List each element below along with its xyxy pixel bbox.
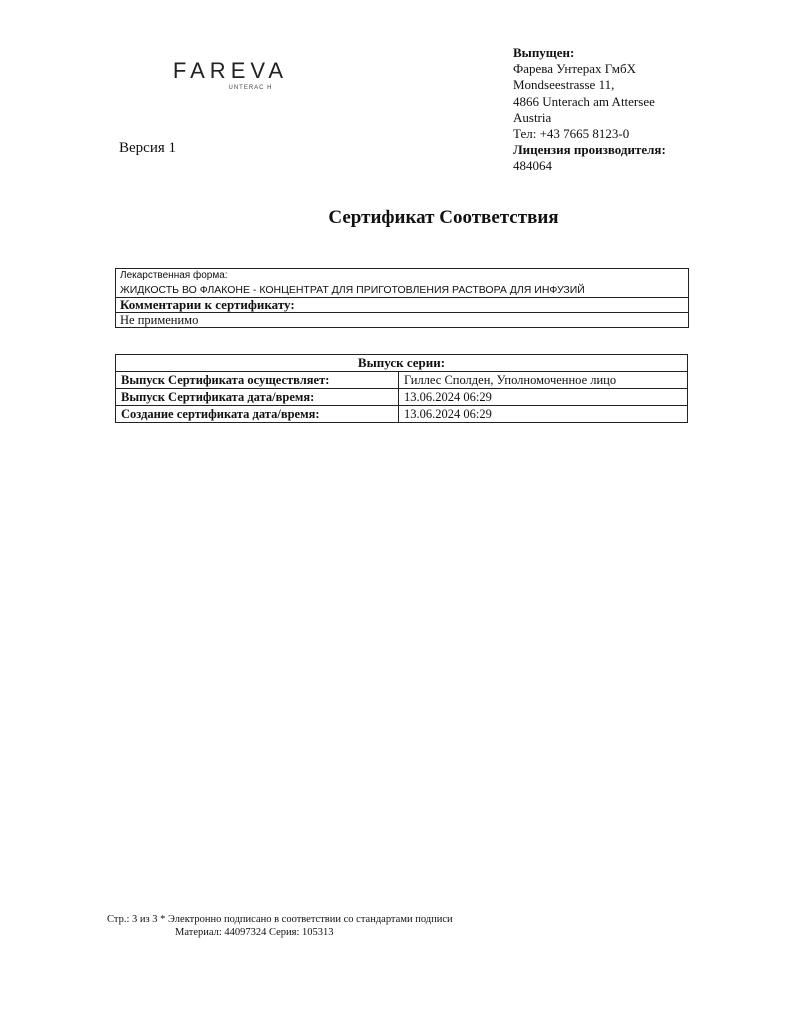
- dosage-form-value: ЖИДКОСТЬ ВО ФЛАКОНЕ - КОНЦЕНТРАТ ДЛЯ ПРИГОТОВЛЕНИЯ РАСТВОРА ДЛЯ ИНФУЗИЙ: [120, 284, 585, 296]
- issuer-phone: Тел: +43 7665 8123-0: [513, 126, 630, 142]
- document-version: Версия 1: [119, 140, 176, 156]
- issued-label: Выпущен:: [513, 45, 575, 60]
- table-row: [116, 372, 688, 389]
- table-header-row: [116, 355, 688, 372]
- license-label: Лицензия производителя:: [513, 142, 666, 158]
- release-datetime-label: Выпуск Сертификата дата/время:: [116, 389, 399, 406]
- table-row: [116, 389, 688, 406]
- creation-datetime-value: 13.06.2024 06:29: [399, 406, 688, 423]
- footer-material-info: Материал: 44097324 Серия: 105313: [175, 927, 334, 938]
- comments-value: Не применимо: [116, 312, 688, 327]
- batch-release-header: Выпуск серии:: [116, 355, 688, 372]
- document-title: Сертификат Соответствия: [328, 207, 559, 228]
- comments-label: Комментарии к сертификату:: [116, 297, 688, 312]
- logo-subtitle: UNTERAC H: [228, 85, 273, 91]
- batch-release-table: [115, 354, 688, 423]
- issuer-city: 4866 Unterach am Attersee: [513, 93, 655, 109]
- company-logo: [148, 58, 313, 91]
- release-datetime-value: 13.06.2024 06:29: [399, 389, 688, 406]
- issuer-company: Фарева Унтерах ГмбХ: [513, 61, 637, 77]
- released-by-label: Выпуск Сертификата осуществляет:: [116, 372, 399, 389]
- issuer-street: Mondseestrasse 11,: [513, 77, 615, 93]
- page-footer: [107, 913, 453, 939]
- dosage-form-label: Лекарственная форма:: [120, 270, 228, 281]
- issuer-country: Austria: [513, 109, 552, 125]
- creation-datetime-label: Создание сертификата дата/время:: [116, 406, 399, 423]
- license-number: 484064: [513, 158, 552, 174]
- issuer-block: [513, 45, 666, 175]
- dosage-form-box: [115, 268, 689, 328]
- released-by-value: Гиллес Сполден, Уполномоченное лицо: [399, 372, 688, 389]
- table-row: [116, 406, 688, 423]
- footer-page-info: Стр.: 3 из 3 * Электронно подписано в соответствии со стандартами подписи: [107, 914, 453, 925]
- logo-name: FAREVA: [172, 58, 289, 83]
